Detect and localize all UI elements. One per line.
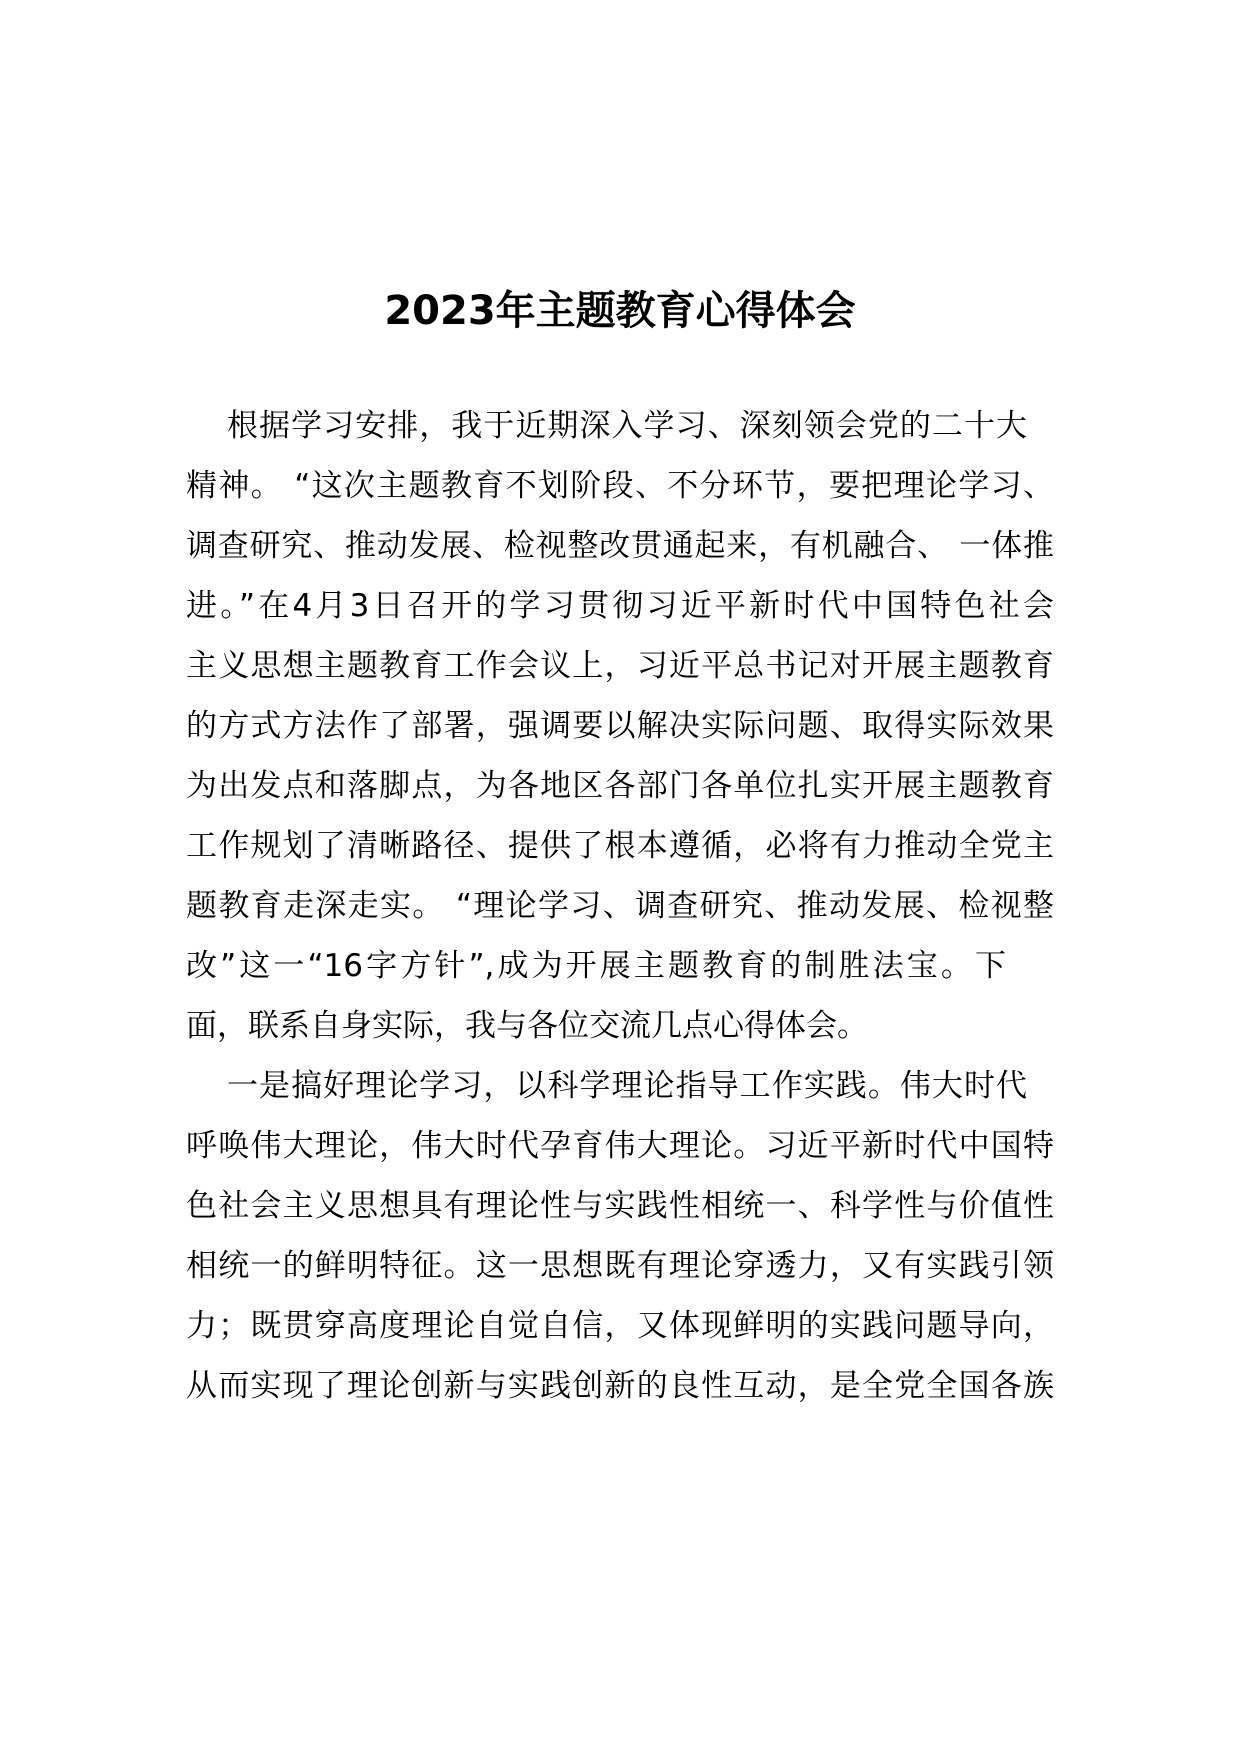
paragraph-line: 题教育走深走实。 “理论学习、调查研究、推动发展、检视整	[186, 888, 1054, 924]
paragraph-line: 的方式方法作了部署，强调要以解决实际问题、取得实际效果	[186, 708, 1054, 744]
paragraph-line: 面，联系自身实际，我与各位交流几点心得体会。	[186, 1008, 868, 1044]
paragraph-line: 呼唤伟大理论，伟大时代孕育伟大理论。习近平新时代中国特	[186, 1128, 1054, 1164]
paragraph-line: 根据学习安排，我于近期深入学习、深刻领会党的二十大	[227, 408, 1027, 444]
paragraph-line: 主义思想主题教育工作会议上，习近平总书记对开展主题教育	[186, 648, 1054, 684]
paragraph-line: 进。”在4月3日召开的学习贯彻习近平新时代中国特色社会	[186, 588, 1054, 624]
paragraph-line: 力；既贯穿高度理论自觉自信，又体现鲜明的实践问题导向，	[186, 1308, 1054, 1344]
document-title: 2023年主题教育心得体会	[384, 288, 856, 334]
paragraph-line: 为出发点和落脚点，为各地区各部门各单位扎实开展主题教育	[186, 768, 1054, 804]
paragraph-line: 精神。 “这次主题教育不划阶段、不分环节，要把理论学习、	[186, 468, 1054, 504]
paragraph-line: 调查研究、推动发展、检视整改贯通起来，有机融合、 一体推	[186, 528, 1054, 564]
paragraph-line: 改”这一“16字方针”,成为开展主题教育的制胜法宝。下	[186, 948, 1006, 984]
paragraph-line: 工作规划了清晰路径、提供了根本遵循，必将有力推动全党主	[186, 828, 1054, 864]
paragraph-line: 相统一的鲜明特征。这一思想既有理论穿透力，又有实践引领	[186, 1248, 1054, 1284]
paragraph-line: 色社会主义思想具有理论性与实践性相统一、科学性与价值性	[186, 1188, 1054, 1224]
paragraph-line: 一是搞好理论学习，以科学理论指导工作实践。伟大时代	[227, 1068, 1027, 1104]
paragraph-line: 从而实现了理论创新与实践创新的良性互动，是全党全国各族	[186, 1368, 1054, 1404]
